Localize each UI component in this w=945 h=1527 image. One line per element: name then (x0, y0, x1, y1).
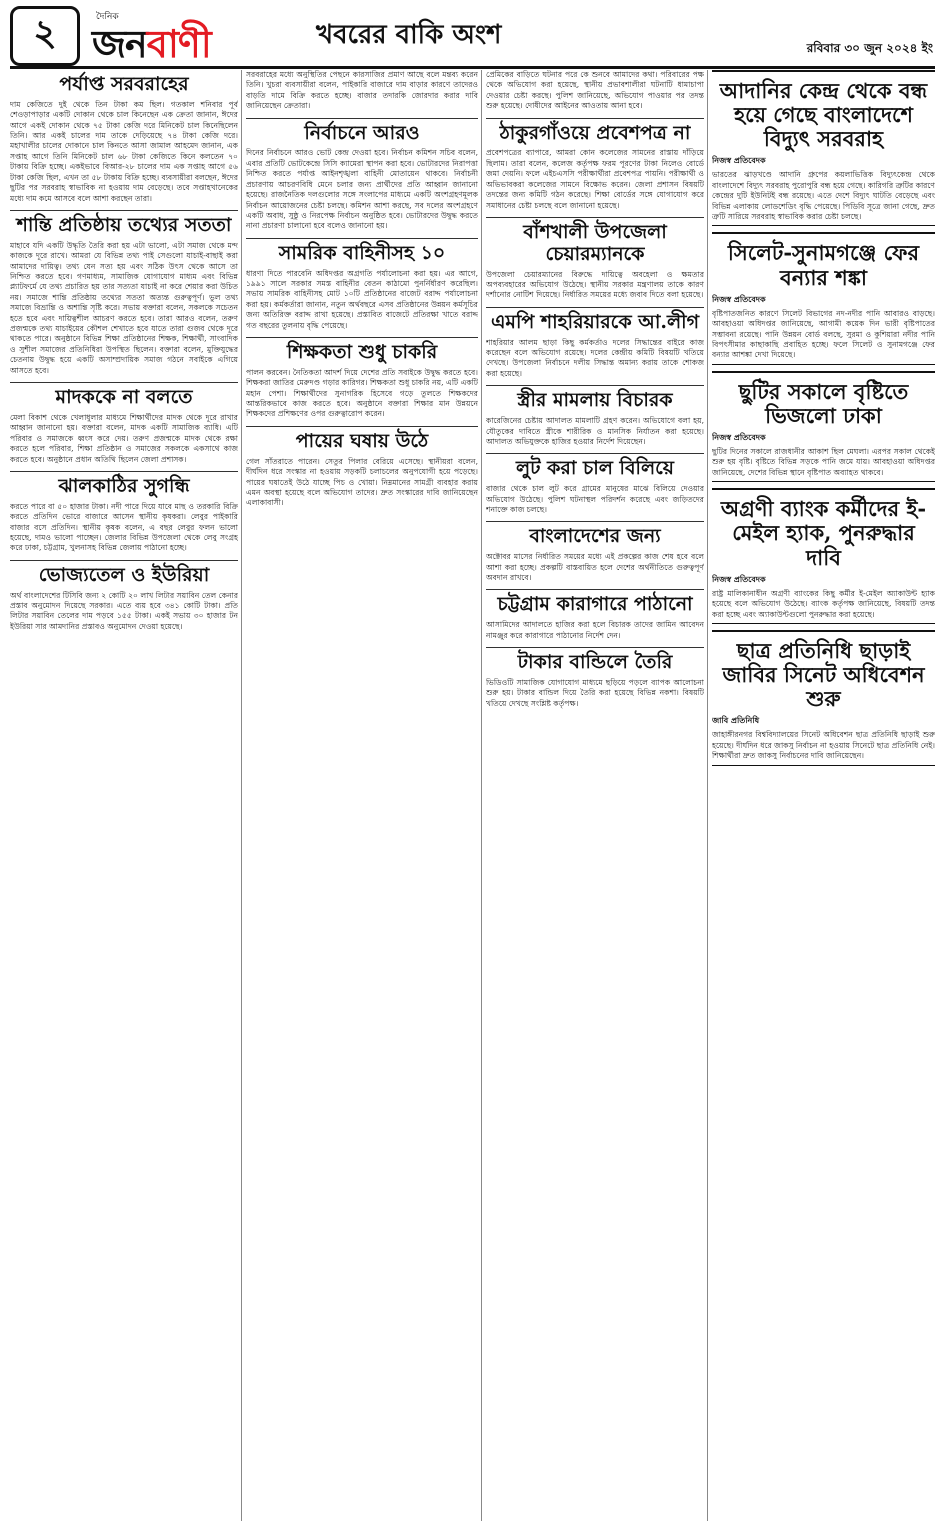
story-headline: পায়ের ঘষায় উঠে (295, 429, 429, 452)
story-headline: ঝালকাঠির সুগন্ধি (58, 474, 190, 497)
story-body: অক্টোবর মাসের নির্ধারিত সময়ের মধ্যে এই প্রকল্পের কাজ শেষ হবে বলে আশা করা হচ্ছে। প্রকল্পটি বাস্তবায়িত হলে দেশের অর্থনীতিতে গুরুত্বপূর্ণ অবদান রাখবে। (486, 552, 704, 583)
news-story (712, 488, 935, 624)
story-byline: নিজস্ব প্রতিবেদক (712, 574, 766, 584)
story-body: ভিডিওটি সামাজিক যোগাযোগ মাধ্যমে ছড়িয়ে পড়লে ব্যাপক আলোচনা শুরু হয়। টাকার বান্ডিল দিয়ে তৈরি করা হয়েছে বিভিন্ন নকশা। বিষয়টি খতিয়ে দেখছে সংশ্লিষ্ট কর্তৃপক্ষ। (486, 677, 704, 708)
story-divider (486, 385, 704, 386)
story-body: গেল সাঁতরাতে পারেন। সেতুর পিলার বেরিয়ে এসেছে। স্থানীয়রা বলেন, দীর্ঘদিন ধরে সংস্কার না হওয়ায় সড়কটি চলাচলের অনুপযোগী হয়ে পড়েছে। পায়ের ঘষাতেই উঠে যাচ্ছে পিচ ও খোয়া। নিম্নমানের সামগ্রী ব্যবহার করায় এমন অবস্থা হয়েছে বলে অভিযোগ তাদের। দ্রুত সংস্কারের দাবি জানিয়েছেন এলাকাবাসী। (246, 456, 478, 508)
story-body: মেলা বিকাশ থেকে খেলাধুলার মাধ্যমে শিক্ষার্থীদের মাদক থেকে দূরে রাখার আহ্বান জানানো হয়। বক্তারা বলেন, মাদক একটি সামাজিক ব্যাধি। এটি পরিবার ও সমাজকে ধ্বংস করে দেয়। তরুণ প্রজন্মকে মাদক থেকে রক্ষা করতে হলে পরিবার, শিক্ষা প্রতিষ্ঠান ও সমাজের সকলকে একসাথে কাজ করতে হবে। অনুষ্ঠানে প্রধান অতিথি ছিলেন জেলা প্রশাসক। (10, 412, 238, 464)
column-3 (486, 70, 704, 1521)
story-headline: ভোজ্যতেল ও ইউরিয়া (38, 563, 210, 586)
story-divider (486, 217, 704, 218)
story-byline: নিজস্ব প্রতিবেদক (712, 294, 766, 304)
story-body: পালন করবেন। নৈতিকতা আদর্শ দিয়ে দেশের প্রতি সবাইকে উদ্বুদ্ধ করতে হবে। শিক্ষকরা জাতির মেরুদণ্ড গড়ার কারিগর। শিক্ষকতা শুধু চাকরি নয়, এটি একটি মহান পেশা। শিক্ষার্থীদের সুনাগরিক হিসেবে গড়ে তুলতে শিক্ষকদের আন্তরিকভাবে কাজ করতে হবে। অনুষ্ঠানে বক্তারা শিক্ষার মান উন্নয়নে শিক্ষকদের প্রশিক্ষণের ওপর গুরুত্বারোপ করেন। (246, 367, 478, 419)
logo-text (92, 20, 211, 66)
news-story (246, 243, 478, 331)
column-divider (707, 70, 708, 1521)
column-1 (10, 70, 238, 1521)
story-divider (486, 453, 704, 454)
news-story (10, 74, 238, 204)
page-number: ২ (10, 6, 80, 66)
news-story (10, 476, 238, 554)
story-body: শাহরিয়ার আলম ছাড়া কিছু কর্মকর্তাও দলের সিদ্ধান্তের বাইরে কাজ করেছেন বলে অভিযোগ রয়েছে। দলের কেন্দ্রীয় কমিটি বিষয়টি খতিয়ে দেখছে। উপজেলা নির্বাচনে দলীয় সিদ্ধান্ত অমান্য করায় তাকে শোকজ করা হয়েছে। (486, 337, 704, 378)
section-title: খবরের বাকি অংশ (316, 20, 502, 50)
story-body: রাষ্ট্র মালিকানাধীন অগ্রণী ব্যাংকের কিছু কর্মীর ই-মেইল অ্যাকাউন্ট হ্যাক হয়েছে বলে অভিযোগ উঠেছে। ব্যাংক কর্তৃপক্ষ জানিয়েছে, বিষয়টি তদন্ত করা হচ্ছে এবং অ্যাকাউন্টগুলো পুনরুদ্ধার করা হয়েছে। (712, 588, 935, 619)
masthead (10, 6, 935, 69)
newspaper-logo (92, 9, 211, 64)
news-story (712, 70, 935, 226)
story-body: জাহাঙ্গীরনগর বিশ্ববিদ্যালয়ের সিনেট অধিবেশন ছাত্র প্রতিনিধি ছাড়াই শুরু হয়েছে। দীর্ঘদিন ধরে জাকসু নির্বাচন না হওয়ায় সিনেটে ছাত্র প্রতিনিধি নেই। শিক্ষার্থীরা দ্রুত জাকসু নির্বাচনের দাবি জানিয়েছেন। (712, 730, 935, 761)
story-divider (10, 560, 238, 561)
story-body: বাজার থেকে চাল লুট করে গ্রামের মানুষের মাঝে বিলিয়ে দেওয়ার অভিযোগ উঠেছে। পুলিশ ঘটনাস্থল পরিদর্শন করেছে এবং জড়িতদের শনাক্তে কাজ চলছে। (486, 484, 704, 514)
news-story (486, 123, 704, 211)
story-divider (486, 118, 704, 119)
story-body: করতে পারে বা ৫০ হাজার টাকা। নদী পারে দিয়ে যাবে মাছ ও তরকারি বিক্রি করতে প্রতিদিন ভোরে বাজারে আসেন স্থানীয় কৃষকরা। লেবুর পাইকারি বাজার বসে প্রতিদিন। স্থানীয় কৃষক বলেন, এ বছর লেবুর ফলন ভালো হয়েছে, দামও ভালো পাচ্ছেন। জেলার বিভিন্ন উপজেলা থেকে লেবু সংগ্রহ করে ঢাকা, চট্টগ্রাম, খুলনাসহ বিভিন্ন জেলায় পাঠানো হচ্ছে। (10, 501, 238, 553)
news-story (712, 232, 935, 364)
news-story (486, 652, 704, 709)
news-story (486, 222, 704, 301)
story-divider (10, 210, 238, 211)
column-4 (712, 70, 935, 1521)
story-body: অর্থ বাংলাদেশের টিসিবি জন্য ২ কোটি ২০ লাখ লিটার সয়াবিন তেল কেনার প্রস্তাব অনুমোদন দিয়েছে সরকার। এতে ব্যয় হবে ৩৪১ কোটি টাকা। প্রতি লিটার সয়াবিন তেলের দাম পড়বে ১৫৫ টাকা। একই সভায় ৩০ হাজার টন ইউরিয়া সার আমদানির প্রস্তাবও অনুমোদন দেওয়া হয়েছে। (10, 590, 238, 631)
story-headline: অগ্রণী ব্যাংক কর্মীদের ই-মেইল হ্যাক, পুনরুদ্ধার দাবি (720, 496, 927, 570)
story-divider (486, 521, 704, 522)
column-2 (246, 70, 478, 1521)
story-body: ছুটির দিনের সকালে রাজধানীর আকাশ ছিল মেঘলা। এরপর সকাল থেকেই শুরু হয় বৃষ্টি। বৃষ্টিতে বিভিন্ন সড়কে পানি জমে যায়। আবহাওয়া অধিদপ্তর জানিয়েছে, দেশের বিভিন্ন স্থানে বৃষ্টিপাত অব্যাহত থাকবে। (712, 447, 935, 477)
story-divider (246, 238, 478, 239)
story-headline: সিলেট-সুনামগঞ্জে ফের বন্যার শঙ্কা (727, 240, 920, 290)
date: রবিবার ৩০ জুন ২০২৪ ইং (806, 41, 933, 55)
story-divider (10, 382, 238, 383)
columns (10, 70, 935, 1521)
story-headline: ছাত্র প্রতিনিধি ছাড়াই জাবির সিনেট অধিবেশন শুরু (722, 637, 925, 712)
story-body: ভারতের ঝাড়খণ্ডে আদানি গ্রুপের কয়লাভিত্তিক বিদ্যুৎকেন্দ্র থেকে বাংলাদেশে বিদ্যুৎ সরবরাহ পুরোপুরি বন্ধ হয়ে গেছে। কারিগরি ত্রুটির কারণে কেন্দ্রের দুটি ইউনিটই বন্ধ রয়েছে। এতে দেশে বিদ্যুৎ ঘাটতি বেড়েছে এবং বিভিন্ন এলাকায় লোডশেডিং বৃদ্ধি পেয়েছে। পিডিবি সূত্রে জানা গেছে, দ্রুত ত্রুটি সারিয়ে সরবরাহ স্বাভাবিক করার চেষ্টা চলছে। (712, 170, 935, 222)
news-story (486, 312, 704, 379)
news-story (10, 387, 238, 465)
story-body: আসামিদের আদালতে হাজির করা হলে বিচারক তাদের জামিন আবেদন নামঞ্জুর করে কারাগারে পাঠানোর নির্দেশ দেন। (486, 620, 704, 640)
news-story (712, 630, 935, 766)
story-body: দিনের নির্বাচনে আরও ভোট কেন্দ্র দেওয়া হবে। নির্বাচন কমিশন সচিব বলেন, এবার প্রতিটি ভোটকেন্দ্রে সিসি ক্যামেরা স্থাপন করা হবে। ভোটারদের নিরাপত্তা নিশ্চিত করতে পর্যাপ্ত আইনশৃঙ্খলা বাহিনী মোতায়েন থাকবে। নির্বাচনী প্রচারণায় আচরণবিধি মেনে চলার জন্য প্রার্থীদের প্রতি আহ্বান জানানো হয়েছে। রাজনৈতিক দলগুলোর সঙ্গে সংলাপের মাধ্যমে একটি অংশগ্রহণমূলক নির্বাচন আয়োজনের চেষ্টা চলছে। কমিশন আশা করছে, সব দলের অংশগ্রহণে একটি অবাধ, সুষ্ঠু ও নিরপেক্ষ নির্বাচন অনুষ্ঠিত হবে। ভোটারদের উদ্বুদ্ধ করতে নানা প্রচারণা চালানো হবে বলেও জানানো হয়। (246, 148, 478, 231)
news-story (712, 371, 935, 483)
story-body: উপজেলা চেয়ারম্যানের বিরুদ্ধে দায়িত্বে অবহেলা ও ক্ষমতার অপব্যবহারের অভিযোগ উঠেছে। স্থানীয় সরকার মন্ত্রণালয় তাকে কারণ দর্শানোর নোটিশ দিয়েছে। নির্ধারিত সময়ের মধ্যে জবাব দিতে বলা হয়েছে। (486, 269, 704, 300)
news-story (246, 70, 478, 112)
story-headline: টাকার বান্ডিলে তৈরি (517, 651, 673, 674)
story-divider (246, 426, 478, 427)
news-story (10, 565, 238, 632)
story-headline: মাদককে না বলতে (55, 386, 193, 409)
news-story (486, 594, 704, 641)
story-headline: আদানির কেন্দ্র থেকে বন্ধ হয়ে গেছে বাংলাদেশে বিদ্যুৎ সরবরাহ (719, 78, 928, 152)
story-headline: স্ত্রীর মামলায় বিচারক (517, 389, 673, 412)
story-body: মাহাবে যদি একটি উদ্ধৃতি তৈরি করা হয় এটা ভালো, এটা সমাজ থেকে মন্দ কাজকে দূরে রাখে। আমরা যে বিভিন্ন তথ্য পাই সেগুলো যাচাই-বাছাই করা আমাদের দায়িত্ব। তথ্য যেন সত্য হয় এবং সঠিক উৎস থেকে আসে তা নিশ্চিত করতে হবে। গণমাধ্যম, সামাজিক যোগাযোগ মাধ্যম এবং বিভিন্ন প্ল্যাটফর্মে যে তথ্য প্রচারিত হয় তার সত্যতা যাচাই না করে শেয়ার করা উচিত নয়। সমাজে শান্তি প্রতিষ্ঠায় তথ্যের সততা অত্যন্ত গুরুত্বপূর্ণ। ভুল তথ্য সমাজে বিভ্রান্তি ও অশান্তি সৃষ্টি করে। সভায় বক্তারা বলেন, সকলকে সচেতন হতে হবে এবং দায়িত্বশীল আচরণ করতে হবে। তারা আরও বলেন, তরুণ প্রজন্মকে তথ্য যাচাইয়ের কৌশল শেখাতে হবে যাতে তারা গুজব থেকে দূরে থাকতে পারে। অনুষ্ঠানে বিভিন্ন শিক্ষা প্রতিষ্ঠানের শিক্ষক, শিক্ষার্থী, সাংবাদিক ও সুশীল সমাজের প্রতিনিধিরা উপস্থিত ছিলেন। বক্তারা বলেন, মুক্তিযুদ্ধের চেতনায় উদ্বুদ্ধ হয়ে একটি অসাম্প্রদায়িক সমাজ গঠনে সবাইকে এগিয়ে আসতে হবে। (10, 240, 238, 375)
story-headline: সামরিক বাহিনীসহ ১০ (278, 241, 446, 264)
column-divider (241, 70, 242, 1521)
story-headline: চট্টগ্রাম কারাগারে পাঠানো (497, 593, 693, 616)
story-divider (486, 647, 704, 648)
story-headline: ঠাকুরগাঁওয়ে প্রবেশপত্র না (499, 121, 691, 144)
story-byline: নিজস্ব প্রতিবেদক (712, 433, 766, 443)
story-headline: বাংলাদেশের জন্য (529, 525, 661, 548)
column-divider (481, 70, 482, 1521)
story-headline: শান্তি প্রতিষ্ঠায় তথ্যের সততা (16, 213, 232, 236)
news-story (10, 215, 238, 376)
news-story (486, 390, 704, 447)
story-body: কারেজিনের চেষ্টায় আদালত মামলাটি গ্রহণ করেন। অভিযোগে বলা হয়, যৌতুকের দাবিতে স্ত্রীকে শারীরিক ও মানসিক নির্যাতন করা হয়েছে। আদালত অভিযুক্তকে হাজির হওয়ার নির্দেশ দিয়েছেন। (486, 416, 704, 446)
story-headline: বাঁশখালী উপজেলা চেয়ারম্যানকে (523, 220, 667, 265)
story-body: সরবরাহের মধ্যে অনুস্থিতির পেছনে কারসাজির প্রমাণ আছে বলে মন্তব্য করেন তিনি। খুচরা ব্যবসায়ীরা বলেন, পাইকারি বাজারে দাম বাড়ার কারণে তাদেরও বাড়তি দামে বিক্রি করতে হচ্ছে। বাজার তদারকি জোরদার করার দাবি জানিয়েছেন ক্রেতারা। (246, 70, 478, 111)
story-headline: লুট করা চাল বিলিয়ে (516, 457, 674, 480)
logo-part2: বাণী (146, 20, 211, 66)
story-body: দাম কেজিতে দুই থেকে তিন টাকা কম ছিল। গতকাল শনিবার পূর্ব শেওড়াপাড়ার একটি দোকান থেকে চাল কিনেছেন এক ক্রেতা জানান, ঈদের আগে একই দোকান থেকে ৭৫ টাকা কেজি দরে মিনিকেট চাল কিনেছিলেন তিনি। আর একই চালের দাম তাকে দেড়িয়েছে ৭৪ টাকা কেজি দরে। মহাখালীর চালের দোকানে চাল কিনতে আসা জামাল আহমেদ জানান, এক সপ্তাহ আগে তিনি মিনিকেট চাল ৬৮ টাকা কেজিতে কিনে কলতেন ৭০ টাকায় বিক্রি হচ্ছে। একইভাবে বিআর-২৮ চালের দাম এক সপ্তাহ আগে ৫৬ টাকা কেজি ছিল, এখন তা ৫৮ টাকায় বিক্রি হচ্ছে। ব্যবসায়ীরা বলছেন, ঈদের ছুটির পর সরবরাহ স্বাভাবিক না হওয়ায় দাম বেড়েছে। তবে সপ্তাহখানেকের মধ্যে দাম কমে আসবে বলে আশা করছেন তারা। (10, 99, 238, 203)
story-divider (486, 307, 704, 308)
story-headline: এমপি শাহরিয়ারকে আ.লীগ (490, 310, 700, 333)
news-story (246, 342, 478, 420)
news-story (486, 526, 704, 583)
story-headline: শিক্ষকতা শুধু চাকরি (286, 341, 438, 363)
story-divider (246, 337, 478, 338)
story-body: বৃষ্টিপাতজনিত কারণে সিলেট বিভাগের নদ-নদীর পানি আবারও বাড়ছে। আবহাওয়া অধিদপ্তর জানিয়েছে, আগামী কয়েক দিন ভারী বৃষ্টিপাতের সম্ভাবনা রয়েছে। পানি উন্নয়ন বোর্ড বলছে, সুরমা ও কুশিয়ারা নদীর পানি বিপৎসীমার কাছাকাছি প্রবাহিত হচ্ছে। ফলে সিলেট ও সুনামগঞ্জে ফের বন্যার আশঙ্কা দেখা দিয়েছে। (712, 308, 935, 360)
story-body: প্রবেশপত্রের ব্যাপারে, আমরা কোন কলেজের সামনের রাস্তায় দাঁড়িয়ে ছিলাম। তারা বলেন, কলেজ কর্তৃপক্ষ ফরম পূরণের টাকা নিলেও বোর্ডে জমা দেয়নি। ফলে এইচএসসি পরীক্ষার্থীরা প্রবেশপত্র পায়নি। পরীক্ষার্থী ও অভিভাবকরা কলেজের সামনে বিক্ষোভ করেন। জেলা প্রশাসন বিষয়টি তদন্তের জন্য কমিটি গঠন করেছে। শিক্ষা বোর্ডের সঙ্গে যোগাযোগ করে সমাধানের চেষ্টা চলছে বলে জানানো হয়েছে। (486, 148, 704, 210)
story-headline: নির্বাচনে আরও (304, 121, 420, 144)
daily-label: দৈনিক (96, 11, 119, 22)
story-headline: পর্যাপ্ত সরবরাহের (59, 73, 189, 95)
news-story (486, 458, 704, 515)
story-body: ধারণা দিতে পারবেনি অধিদপ্তর অগ্রগতি পর্যালোচনা করা হয়। এর আগে, ১৯৯১ সালে সরকার সমস্ত বাহিনীর বেতন কাঠামো পুনর্নির্ধারণ করেছিল। সভায় সামরিক বাহিনীসহ মোট ১০টি প্রতিষ্ঠানের বাজেট বরাদ্দ পর্যালোচনা করা হয়। কর্মকর্তারা জানান, নতুন অর্থবছরে এসব প্রতিষ্ঠানের উন্নয়ন কর্মসূচির জন্য অতিরিক্ত বরাদ্দ রাখা হয়েছে। প্রস্তাবিত বাজেটে প্রতিরক্ষা খাতে বরাদ্দ গত বছরের তুলনায় বৃদ্ধি পেয়েছে। (246, 268, 478, 330)
story-headline: ছুটির সকালে বৃষ্টিতে ভিজলো ঢাকা (738, 378, 909, 428)
story-byline: নিজস্ব প্রতিবেদক (712, 156, 766, 166)
story-divider (10, 471, 238, 472)
logo-part1: জন (92, 20, 147, 66)
story-byline: জাবি প্রতিনিধি (712, 716, 760, 726)
story-divider (246, 118, 478, 119)
news-story (486, 70, 704, 112)
news-story (246, 431, 478, 509)
news-story (246, 123, 478, 232)
story-body: প্রেমিকের বাড়িতে ঘটনার পরে কে শুনবে আমাদের কথা। পরিবারের পক্ষ থেকে অভিযোগ করা হয়েছে, স্থানীয় প্রভাবশালীরা ঘটনাটি ধামাচাপা দেওয়ার চেষ্টা করছে। পুলিশ জানিয়েছে, অভিযোগ পাওয়ার পর তদন্ত শুরু হয়েছে। দোষীদের আইনের আওতায় আনা হবে। (486, 70, 704, 111)
story-divider (486, 589, 704, 590)
